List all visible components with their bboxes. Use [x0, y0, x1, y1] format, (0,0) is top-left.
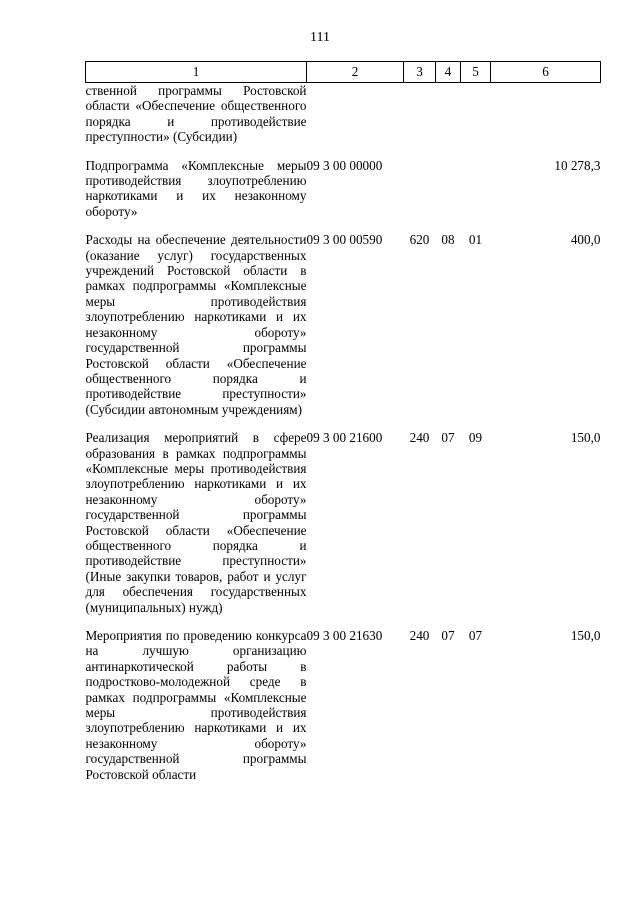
- row-vr: 620: [409, 232, 430, 248]
- column-header-1: 1: [86, 62, 307, 83]
- row-name: Расходы на обеспечение деятельности (оказание услуг) государственных учреждений Ростовской области в рамках подпрограммы «Комплексные меры противодействия злоупотреблению наркотиками и их незаконному обороту» государственной программы Ростовской области «Обеспечение общественного порядка и противодействие преступности» (Субсидии автономным учреждениям): [85, 232, 307, 417]
- row-vr: [404, 145, 436, 220]
- row-name: Мероприятия по проведению конкурса на лучшую организацию антинаркотической работы в подростково-молодежной среде в рамках подпрограммы «Комплексные меры противодействия злоупотреблению наркотиками и их незаконному обороту» государственной программы Ростовской области: [85, 628, 307, 782]
- row-sum: [491, 83, 601, 145]
- row-sum: 150,0: [570, 628, 601, 643]
- row-rz: 08: [441, 232, 455, 248]
- row-pr: 01: [468, 232, 483, 248]
- row-name: Реализация мероприятий в сфере образования в рамках подпрограммы «Комплексные меры противодействия злоупотреблению наркотиками и их незаконному обороту» государственной программы Ростовской области «Обеспечение общественного порядка и противодействие преступности» (Иные закупки товаров, работ и услуг для обеспечения государственных (муниципальных) нужд): [85, 430, 307, 615]
- row-pr: 07: [468, 628, 483, 643]
- row-vr: 240: [409, 430, 430, 446]
- row-name: Подпрограмма «Комплексные меры противодействия злоупотреблению наркотиками и их незаконному обороту»: [85, 157, 307, 219]
- row-code: 09 3 00 21600: [306, 430, 383, 446]
- row-rz: [436, 83, 461, 145]
- row-rz: 07: [441, 628, 455, 643]
- row-vr: [404, 83, 436, 145]
- row-code: 09 3 00 21630: [306, 628, 383, 643]
- column-header-2: 2: [307, 62, 404, 83]
- row-rz: 07: [441, 430, 455, 446]
- row-rz: [436, 145, 461, 220]
- table-row: [86, 219, 601, 417]
- column-header-6: 6: [491, 62, 601, 83]
- row-sum: 10 278,3: [554, 157, 601, 173]
- row-code: [307, 83, 404, 145]
- column-header-3: 3: [404, 62, 436, 83]
- table-row: [86, 615, 601, 782]
- row-pr: [461, 145, 491, 220]
- column-header-5: 5: [461, 62, 491, 83]
- table-row: [86, 145, 601, 220]
- row-pr: 09: [468, 430, 483, 446]
- row-name: ственной программы Ростовской области «Обеспечение общественного порядка и противодействие преступности» (Субсидии): [85, 83, 307, 145]
- header-row: [86, 62, 601, 83]
- page-number: 111: [310, 30, 330, 45]
- row-sum: 150,0: [570, 430, 601, 446]
- row-code: 09 3 00 00000: [306, 157, 383, 173]
- row-pr: [461, 83, 491, 145]
- row-code: 09 3 00 00590: [306, 232, 383, 248]
- row-vr: 240: [409, 628, 430, 643]
- table-row: [86, 83, 601, 145]
- table-row: [86, 417, 601, 615]
- row-sum: 400,0: [570, 232, 601, 248]
- budget-table: [85, 61, 601, 782]
- column-header-4: 4: [436, 62, 461, 83]
